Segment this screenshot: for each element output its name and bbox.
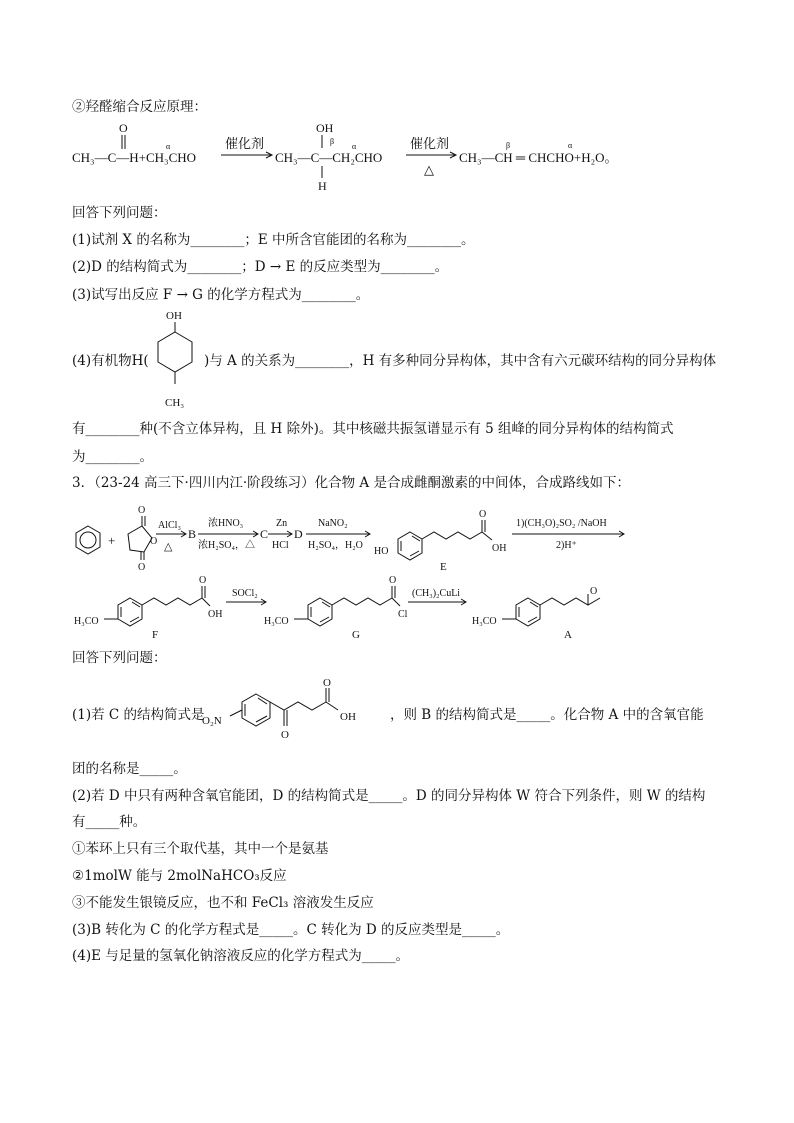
reagent-nano2: NaNO₂ (318, 518, 348, 529)
reagent-socl2: SOCl₂ (232, 588, 258, 599)
heat-symbol: △ (424, 162, 434, 177)
answer-prompt-2: 回答下列问题： (72, 650, 167, 666)
condition-1: ①苯环上只有三个取代基，其中一个是氨基 (72, 841, 329, 857)
svg-text:O: O (479, 509, 487, 520)
beta-label-2: β (506, 141, 511, 150)
svg-text:OH: OH (340, 711, 356, 723)
p3-question-2-line2: 有_____种。 (72, 814, 147, 830)
compound-c: C (260, 527, 269, 541)
question-2: (2)D 的结构简式为________；D → E 的反应类型为________。 (72, 259, 449, 275)
question-4-post: )与 A 的关系为________，H 有多种同分异构体，其中含有六元碳环结构的同分异构体 (204, 353, 717, 369)
svg-text:Cl: Cl (398, 609, 408, 620)
compound-g-structure (264, 575, 408, 641)
mid-h: H (318, 179, 327, 193)
principle-title: ②羟醛缩合反应原理： (72, 99, 207, 115)
reagent-cuLi: (CH₃)₂CuLi (412, 588, 461, 599)
reagent-alcl3: AlCl₃ (158, 520, 181, 531)
alpha-label-3: α (568, 141, 573, 150)
synthesis-route-row1 (0, 498, 794, 573)
label-a: A (564, 629, 572, 641)
p3-question-1-post: ，则 B 的结构简式是_____。化合物 A 中的含氧官能 (390, 707, 704, 723)
svg-text:OH: OH (208, 609, 223, 620)
problem-3-header: 3．（23-24 高三下·四川内江·阶段练习）化合物 A 是合成雌酮激素的中间体，合成路线如下： (72, 475, 630, 491)
svg-text:O: O (590, 586, 598, 597)
label-f: F (152, 629, 159, 641)
svg-text:HO: HO (374, 546, 389, 557)
reagent-h2so4-h2o: H₂SO₄，H₂O (308, 540, 363, 551)
question-4-line2: 有________种(不含立体异构，且 H 除外)。其中核磁共振氢谱显示有 5 组峰的同分异构体的结构简式 (72, 421, 674, 437)
label-g: G (352, 629, 360, 641)
carbonyl-o: O (119, 121, 128, 135)
synthesis-route-row2 (0, 574, 794, 654)
label-e: E (440, 561, 447, 573)
answer-prompt-1: 回答下列问题： (72, 205, 167, 221)
svg-text:OH: OH (492, 543, 507, 554)
question-1: (1)试剂 X 的名称为________；E 中所含官能团的名称为________。 (72, 232, 475, 248)
svg-text:O₂N: O₂N (202, 715, 222, 727)
final-product: CH₃—CH ═ CHCHO+H₂O。 (459, 150, 618, 165)
svg-text:O: O (323, 677, 331, 689)
reagent-methylation: 1)(CH₃O)₂SO₂ /NaOH (516, 518, 607, 529)
compound-e-structure (374, 509, 506, 573)
aldol-reaction-scheme (0, 118, 794, 198)
reagent-hcl: HCl (272, 540, 289, 551)
p3-question-1-line2: 团的名称是_____。 (72, 761, 187, 777)
svg-text:O: O (138, 505, 146, 516)
condition-2: ②1molW 能与 2molNaHCO₃反应 (72, 868, 287, 884)
svg-text:H₃CO: H₃CO (472, 616, 497, 627)
catalyst-1: 催化剂 (225, 136, 265, 151)
mid-product: CH₃—C—CH₂CHO (275, 150, 383, 165)
p3-question-3: (3)B 转化为 C 的化学方程式是_____。C 转化为 D 的反应类型是_____。 (72, 922, 510, 938)
condition-3: ③不能发生银镜反应，也不和 FeCl₃ 溶液发生反应 (72, 895, 374, 911)
svg-text:H₃CO: H₃CO (74, 616, 99, 627)
p3-question-1-pre: (1)若 C 的结构简式是 (72, 707, 205, 723)
question-4-line3: 为________。 (72, 449, 153, 465)
alpha-label-1: α (166, 142, 171, 151)
svg-text:O: O (199, 575, 207, 586)
p3-question-4: (4)E 与足量的氢氧化钠溶液反应的化学方程式为_____。 (72, 948, 410, 964)
h-oh-label: OH (166, 310, 182, 322)
compound-b: B (188, 527, 197, 541)
reactant-left: CH₃—C—H+CH₃CHO (72, 150, 197, 165)
reagent-h2so4: 浓H₂SO₄，△ (198, 540, 255, 551)
question-4-pre: (4)有机物H( (72, 353, 149, 369)
compound-a-structure (472, 586, 600, 641)
reagent-acid: 2)H⁺ (556, 540, 577, 551)
p3-question-2-line1: (2)若 D 中只有两种含氧官能团，D 的结构简式是_____。D 的同分异构体 W 符合下列条件，则 W 的结构 (72, 788, 706, 804)
cyclohexanol-structure (140, 308, 210, 408)
reagent-hno3: 浓HNO₃ (208, 518, 244, 529)
question-3: (3)试写出反应 F → G 的化学方程式为________。 (72, 287, 370, 303)
succinic-anhydride (128, 505, 157, 573)
svg-text:O: O (150, 536, 158, 547)
reagent-zn: Zn (276, 518, 288, 529)
svg-text:H₃CO: H₃CO (264, 616, 289, 627)
mid-oh: OH (316, 121, 334, 135)
heat-1: △ (164, 541, 173, 553)
alpha-label-2: α (352, 142, 357, 151)
svg-text:O: O (389, 575, 397, 586)
h-ch3-label: CH₃ (165, 397, 185, 408)
svg-text:O: O (138, 562, 146, 573)
compound-d: D (294, 527, 303, 541)
beta-label-1: β (330, 137, 335, 146)
compound-c-structure (200, 676, 390, 756)
catalyst-2: 催化剂 (410, 136, 450, 151)
plus-sign: + (108, 533, 116, 548)
compound-f-structure (74, 575, 222, 641)
svg-text:O: O (281, 729, 289, 741)
